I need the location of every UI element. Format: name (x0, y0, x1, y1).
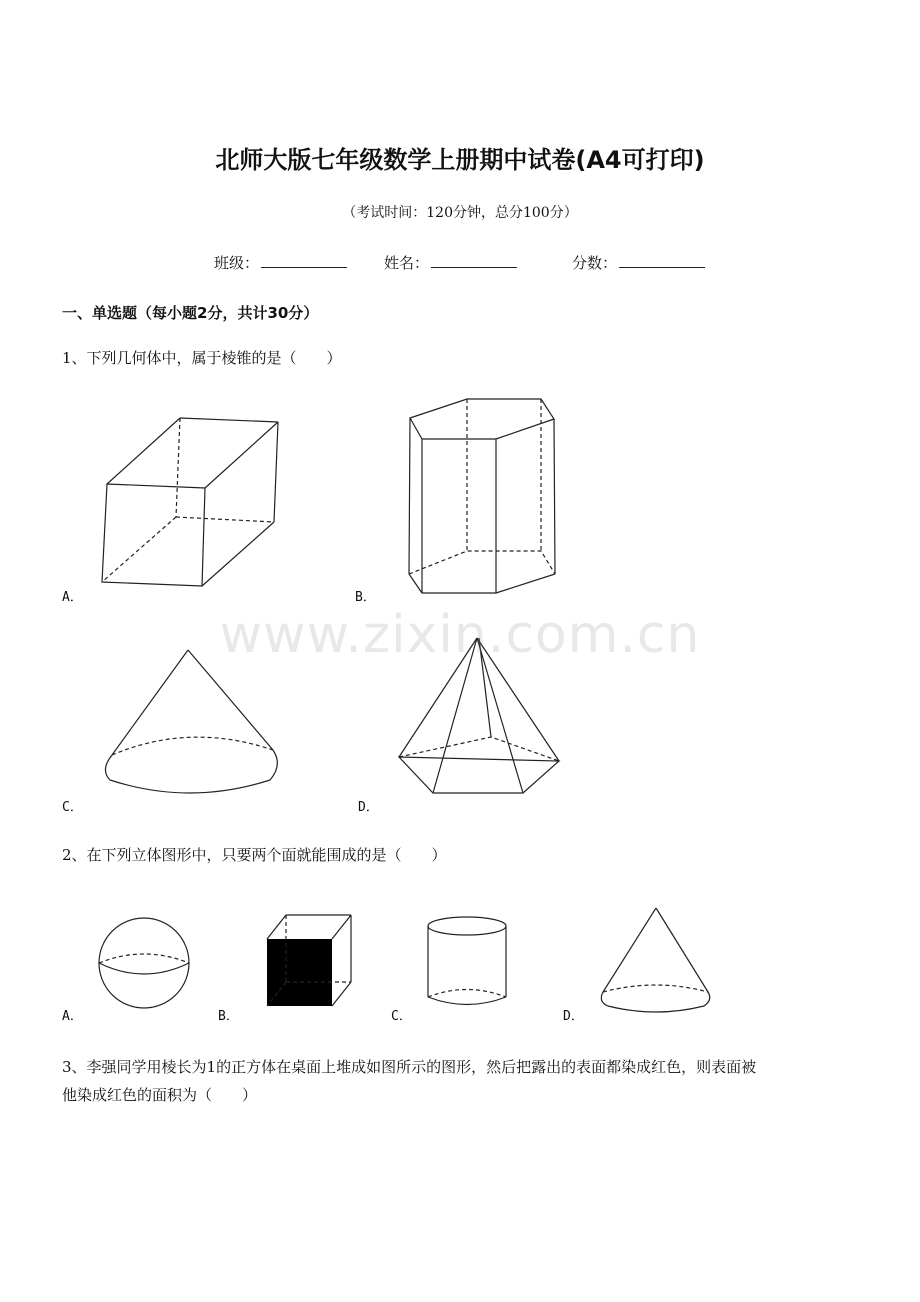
watermark: www.zixin.com.cn (219, 605, 701, 665)
question-3-text-line-1: 3、李强同学用棱长为1的正方体在桌面上堆成如图所示的图形，然后把露出的表面都染成红色，则表面被 (62, 1058, 757, 1076)
q1-option-a-label: A． (62, 590, 83, 605)
q2-option-c-label: C． (391, 1009, 412, 1024)
class-label: 班级： (214, 254, 260, 272)
question-2-text: 2、在下列立体图形中，只要两个面就能围成的是（ ） (62, 846, 447, 864)
q1-option-b-label: B． (355, 590, 376, 605)
q2-option-a-label: A． (62, 1009, 83, 1024)
section-heading: 一、单选题（每小题2分，共计30分） (62, 304, 319, 322)
q1-option-c-label: C． (62, 800, 83, 815)
q2-option-b-label: B． (218, 1009, 239, 1024)
score-label: 分数： (572, 254, 618, 272)
question-3-text-line-2: 他染成红色的面积为（ ） (62, 1086, 258, 1104)
q2-option-d-label: D． (563, 1009, 584, 1024)
question-1-text: 1、下列几何体中，属于棱锥的是（ ） (62, 349, 342, 367)
exam-subtitle: （考试时间：120分钟，总分100分） (342, 205, 578, 221)
exam-title: 北师大版七年级数学上册期中试卷(A4可打印) (215, 146, 705, 174)
name-label: 姓名： (384, 254, 430, 272)
q1-option-d-label: D． (358, 800, 379, 815)
